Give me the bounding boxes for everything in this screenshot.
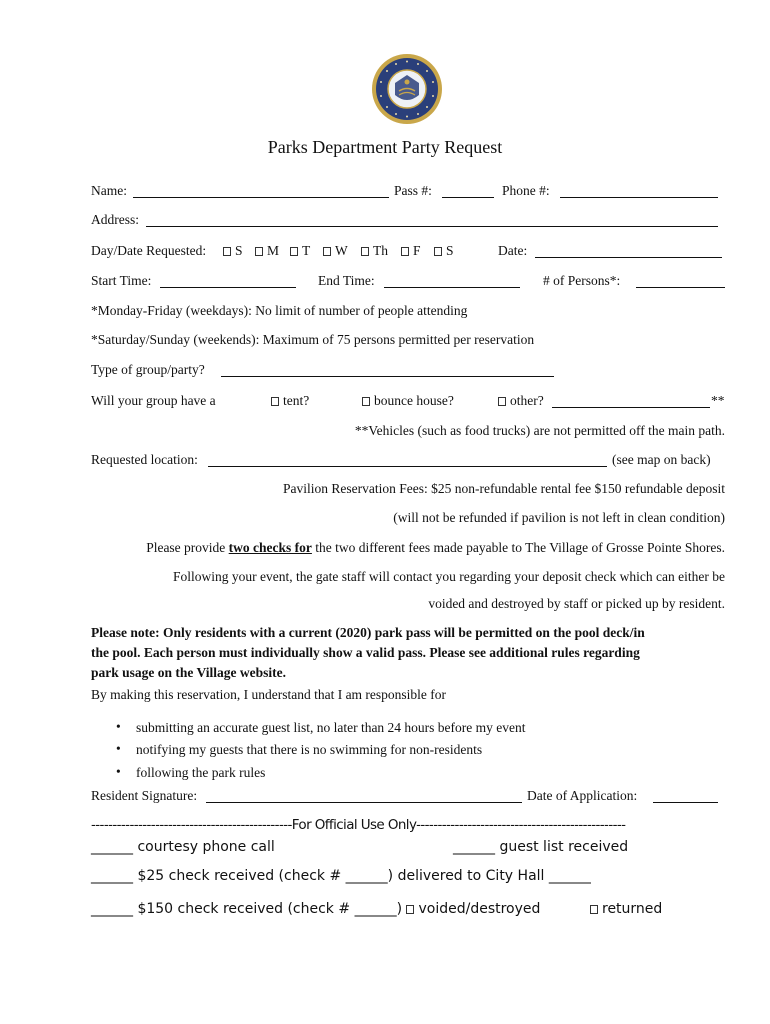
end-time-label: End Time: bbox=[318, 273, 375, 288]
phone-label: Phone #: bbox=[502, 183, 550, 198]
start-time-label: Start Time: bbox=[91, 273, 152, 288]
notice-line-2: the pool. Each person must individually show a valid pass. Please see additional rules regarding bbox=[91, 645, 640, 660]
deposit-line-2: voided and destroyed by staff or picked up by resident. bbox=[428, 596, 725, 611]
amenities-question: Will your group have a bbox=[91, 393, 216, 408]
day-checkbox-t[interactable] bbox=[290, 243, 310, 259]
date-field[interactable] bbox=[535, 257, 722, 258]
blank-line: ______ bbox=[453, 839, 495, 855]
other-label: other? bbox=[510, 393, 544, 408]
signature-label: Resident Signature: bbox=[91, 788, 198, 803]
checkbox-icon bbox=[255, 247, 263, 256]
weekday-rule: *Monday-Friday (weekdays): No limit of number of people attending bbox=[91, 303, 468, 318]
tent-label: tent? bbox=[283, 393, 310, 408]
persons-field[interactable] bbox=[636, 287, 725, 288]
village-seal bbox=[371, 53, 443, 125]
check-25-row bbox=[91, 868, 591, 884]
checkbox-icon bbox=[361, 247, 369, 256]
blank-line: ______ bbox=[91, 901, 133, 917]
list-item: following the park rules bbox=[136, 765, 266, 780]
checkbox-icon bbox=[434, 247, 442, 256]
blank-line: ______ bbox=[345, 868, 388, 884]
other-checkbox[interactable] bbox=[498, 393, 544, 409]
pass-label: Pass #: bbox=[394, 183, 432, 198]
voided-checkbox[interactable] bbox=[406, 901, 540, 917]
location-field[interactable] bbox=[208, 466, 607, 467]
day-label: W bbox=[335, 243, 348, 258]
check-25-label: $25 check received (check # bbox=[137, 868, 342, 884]
checks-emphasis: two checks for bbox=[228, 540, 312, 555]
guest-list-label: guest list received bbox=[499, 839, 629, 855]
checkbox-icon bbox=[362, 397, 370, 406]
voided-label: voided/destroyed bbox=[418, 901, 541, 917]
checkbox-icon bbox=[406, 905, 414, 914]
pass-field[interactable] bbox=[442, 197, 494, 198]
day-checkbox-s[interactable] bbox=[223, 243, 243, 259]
day-label: S bbox=[446, 243, 454, 258]
bullet-icon: • bbox=[116, 764, 121, 779]
date-label: Date: bbox=[498, 243, 528, 258]
list-item: notifying my guests that there is no swimming for non-residents bbox=[136, 742, 483, 757]
map-note: (see map on back) bbox=[612, 452, 711, 467]
deposit-line-1: Following your event, the gate staff will contact you regarding your deposit check which can either be bbox=[173, 569, 725, 584]
bounce-house-checkbox[interactable] bbox=[362, 393, 454, 409]
address-field[interactable] bbox=[146, 226, 718, 227]
day-label: M bbox=[267, 243, 280, 258]
returned-checkbox[interactable] bbox=[590, 901, 662, 917]
notice-line-1: Please note: Only residents with a current (2020) park pass will be permitted on the pool deck/in bbox=[91, 625, 645, 640]
day-checkbox-m[interactable] bbox=[255, 243, 279, 259]
checks-post: the two different fees made payable to The Village of Grosse Pointe Shores. bbox=[311, 540, 725, 555]
bounce-house-label: bounce house? bbox=[374, 393, 454, 408]
official-use-header: -----------------------------------------------For Official Use Only------------------------------------------------- bbox=[91, 817, 626, 833]
bullet-icon: • bbox=[116, 719, 121, 734]
checkbox-icon bbox=[290, 247, 298, 256]
checkbox-icon bbox=[401, 247, 409, 256]
checkbox-icon bbox=[323, 247, 331, 256]
start-time-field[interactable] bbox=[160, 287, 296, 288]
day-checkbox-f[interactable] bbox=[401, 243, 421, 259]
day-label: S bbox=[235, 243, 243, 258]
signature-field[interactable] bbox=[206, 802, 522, 803]
application-date-field[interactable] bbox=[653, 802, 718, 803]
tent-checkbox[interactable] bbox=[271, 393, 309, 409]
checkbox-icon bbox=[498, 397, 506, 406]
village-seal-icon bbox=[371, 53, 443, 125]
notice-line-3: park usage on the Village website. bbox=[91, 665, 287, 680]
checkbox-icon bbox=[271, 397, 279, 406]
fees-line: Pavilion Reservation Fees: $25 non-refundable rental fee $150 refundable deposit bbox=[283, 481, 725, 496]
day-label: T bbox=[302, 243, 311, 258]
blank-line: ______ bbox=[91, 868, 133, 884]
returned-label: returned bbox=[602, 901, 663, 917]
blank-line: ______ bbox=[548, 868, 591, 884]
day-date-label: Day/Date Requested: bbox=[91, 243, 207, 258]
name-label: Name: bbox=[91, 183, 127, 198]
address-label: Address: bbox=[91, 212, 139, 227]
weekend-rule: *Saturday/Sunday (weekends): Maximum of 75 persons permitted per reservation bbox=[91, 332, 535, 347]
phone-field[interactable] bbox=[560, 197, 718, 198]
group-type-label: Type of group/party? bbox=[91, 362, 205, 377]
city-hall-label: ) delivered to City Hall bbox=[387, 868, 545, 884]
group-type-field[interactable] bbox=[221, 376, 554, 377]
end-time-field[interactable] bbox=[384, 287, 520, 288]
persons-label: # of Persons*: bbox=[543, 273, 621, 288]
vehicles-note: **Vehicles (such as food trucks) are not permitted off the main path. bbox=[354, 423, 725, 438]
blank-line: ______ bbox=[91, 839, 133, 855]
day-checkbox-w[interactable] bbox=[323, 243, 348, 259]
checkbox-icon bbox=[223, 247, 231, 256]
checks-instruction bbox=[146, 540, 725, 556]
courtesy-call-row bbox=[91, 839, 275, 855]
agreement-intro: By making this reservation, I understand that I am responsible for bbox=[91, 687, 447, 702]
other-field[interactable] bbox=[552, 407, 710, 408]
application-date-label: Date of Application: bbox=[527, 788, 638, 803]
checks-pre: Please provide bbox=[146, 540, 229, 555]
check-150-row bbox=[91, 901, 540, 917]
day-checkbox-s2[interactable] bbox=[434, 243, 454, 259]
location-label: Requested location: bbox=[91, 452, 198, 467]
day-label: Th bbox=[373, 243, 388, 258]
day-label: F bbox=[413, 243, 421, 258]
name-field[interactable] bbox=[133, 197, 389, 198]
courtesy-call-label: courtesy phone call bbox=[137, 839, 275, 855]
bullet-icon: • bbox=[116, 741, 121, 756]
check-150-label: $150 check received (check # bbox=[137, 901, 351, 917]
guest-list-row bbox=[453, 839, 628, 855]
list-item: submitting an accurate guest list, no later than 24 hours before my event bbox=[136, 720, 526, 735]
page-title: Parks Department Party Request bbox=[267, 137, 503, 157]
checkbox-icon bbox=[590, 905, 598, 914]
blank-line: ______ bbox=[354, 901, 397, 917]
close-paren: ) bbox=[396, 901, 403, 917]
day-checkbox-th[interactable] bbox=[361, 243, 388, 259]
double-asterisk: ** bbox=[711, 393, 725, 408]
fees-condition: (will not be refunded if pavilion is not left in clean condition) bbox=[393, 510, 725, 525]
